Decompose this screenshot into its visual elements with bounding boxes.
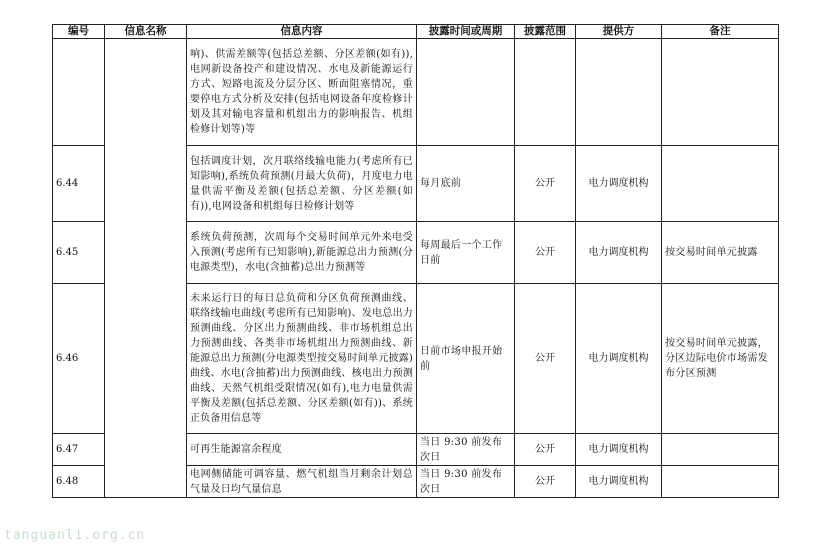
header-remarks: 备注 [662,25,779,39]
info-name-cell [105,39,187,498]
row-note [662,434,779,466]
row-note [662,466,779,498]
row-note: 按交易时间单元披露 [662,222,779,284]
row-content: 电网侧储能可调容量、燃气机组当月剩余计划总气量及日均气量信息 [187,466,417,498]
row-content: 未来运行日的每日总负荷和分区负荷预测曲线、联络线输电曲线(考虑所有已知影响)、发电总出力预测曲线、分区出力预测曲线、非市场机组总出力预测曲线、各类非市场机组出力预测曲线、新能源总出力预测(分电源类型按交易时间单元披露)曲线、水电(含抽蓄)出力预测曲线、核电出力预测曲线、天然气机组受限情况(如有),电力电量供需平衡及差额(包括总差额、分区差额(如有))、系统正负备用信息等 [187,284,417,434]
row-number: 6.44 [53,146,105,222]
row-provider: 电力调度机构 [576,466,662,498]
row-scope: 公开 [515,466,576,498]
row-period: 每周最后一个工作日前 [417,222,515,284]
row-number: 6.47 [53,434,105,466]
row-period [417,39,515,146]
row-content: 可再生能源富余程度 [187,434,417,466]
row-number: 6.48 [53,466,105,498]
row-provider: 电力调度机构 [576,284,662,434]
row-scope [515,39,576,146]
header-info-content: 信息内容 [187,25,417,39]
table-header-row [53,25,779,39]
row-provider: 电力调度机构 [576,222,662,284]
table-row [53,39,779,146]
row-provider: 电力调度机构 [576,146,662,222]
row-content: 系统负荷预测，次周每个交易时间单元外来电受入预测(考虑所有已知影响),新能源总出力预测(分电源类型)，水电(含抽蓄)总出力预测等 [187,222,417,284]
header-info-name: 信息名称 [105,25,187,39]
row-number: 6.46 [53,284,105,434]
row-period: 当日 9:30 前发布次日 [417,466,515,498]
header-disclosure-scope: 披露范围 [515,25,576,39]
row-provider [576,39,662,146]
row-period: 每月底前 [417,146,515,222]
row-period: 当日 9:30 前发布次日 [417,434,515,466]
row-scope: 公开 [515,284,576,434]
watermark: tanguanli.org.cn [4,528,146,543]
row-period: 日前市场申报开始前 [417,284,515,434]
row-provider: 电力调度机构 [576,434,662,466]
header-number: 编号 [53,25,105,39]
row-note: 按交易时间单元披露，分区边际电价市场需发布分区预测 [662,284,779,434]
header-disclosure-period: 披露时间或周期 [417,25,515,39]
row-number: 6.45 [53,222,105,284]
row-note [662,39,779,146]
header-provider: 提供方 [576,25,662,39]
row-content: 响)、供需差额等(包括总差额、分区差额(如有)),电网新设备投产和建设情况、水电及新能源运行方式、短路电流及分层分区、断面阻塞情况，重要停电方式分析及安排(包括电网设备年度检修计划及其对输电容量和机组出力的影响报告、机组检修计划等)等 [187,39,417,146]
row-scope: 公开 [515,222,576,284]
row-scope: 公开 [515,434,576,466]
row-note [662,146,779,222]
disclosure-table [52,24,779,498]
row-scope: 公开 [515,146,576,222]
row-number [53,39,105,146]
row-content: 包括调度计划，次月联络线输电能力(考虑所有已知影响),系统负荷预测(月最大负荷)，月度电力电量供需平衡及差额(包括总差额、分区差额(如有)),电网设备和机组每日检修计划等 [187,146,417,222]
